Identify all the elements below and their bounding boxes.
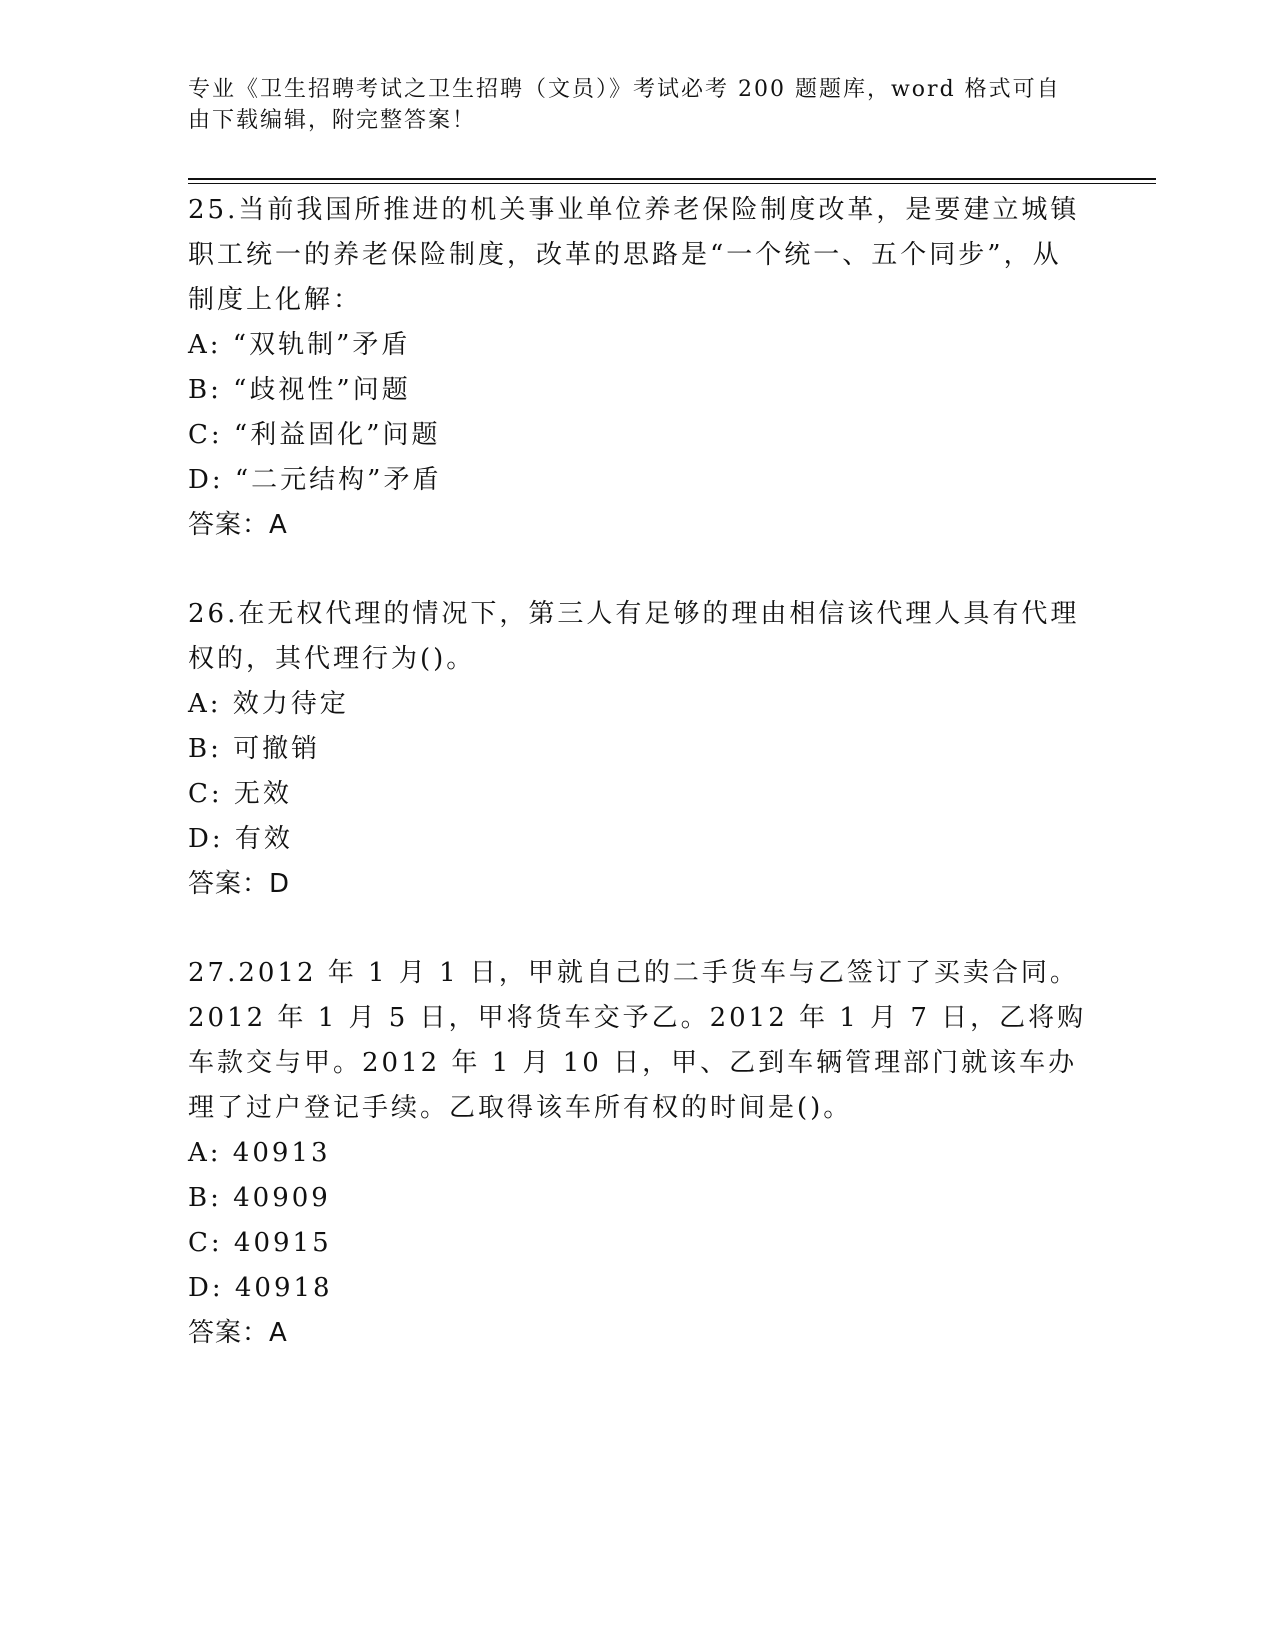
question-stem: 27.2012 年 1 月 1 日，甲就自己的二手货车与乙签订了买卖合同。2012 年 1 月 5 日，甲将货车交予乙。2012 年 1 月 7 日，乙将购车款交与甲。2012 年 1 月 10 日，甲、乙到车辆管理部门就该车办理了过户登记手续。乙取得该车所有权的时间是()。 (188, 958, 1087, 1123)
option-c: C: “利益固化”问题 (188, 420, 441, 450)
answer: 答案：A (188, 1318, 288, 1348)
question-26 (188, 592, 1088, 907)
question-stem: 26.在无权代理的情况下，第三人有足够的理由相信该代理人具有代理权的，其代理行为()。 (188, 599, 1080, 674)
option-d: D: 40918 (188, 1273, 333, 1303)
question-stem: 25.当前我国所推进的机关事业单位养老保险制度改革，是要建立城镇职工统一的养老保险制度，改革的思路是“一个统一、五个同步”，从制度上化解： (188, 195, 1080, 315)
answer: 答案：D (188, 869, 291, 899)
header-divider-thin (188, 183, 1156, 184)
option-d: D: “二元结构”矛盾 (188, 465, 442, 495)
option-d: D: 有效 (188, 824, 293, 854)
option-a: A: “双轨制”矛盾 (188, 330, 411, 360)
question-25 (188, 188, 1088, 548)
option-b: B: “歧视性”问题 (188, 375, 411, 405)
option-c: C: 40915 (188, 1228, 332, 1258)
option-c: C: 无效 (188, 779, 292, 809)
question-list (188, 188, 1088, 1400)
option-b: B: 可撤销 (188, 734, 321, 764)
option-a: A: 效力待定 (188, 689, 349, 719)
document-header: 专业《卫生招聘考试之卫生招聘（文员）》考试必考 200 题题库，word 格式可自由下载编辑，附完整答案！ (188, 77, 1061, 133)
answer: 答案：A (188, 510, 288, 540)
header-divider-thick (188, 178, 1156, 180)
question-27 (188, 951, 1088, 1356)
option-b: B: 40909 (188, 1183, 331, 1213)
option-a: A: 40913 (188, 1138, 331, 1168)
